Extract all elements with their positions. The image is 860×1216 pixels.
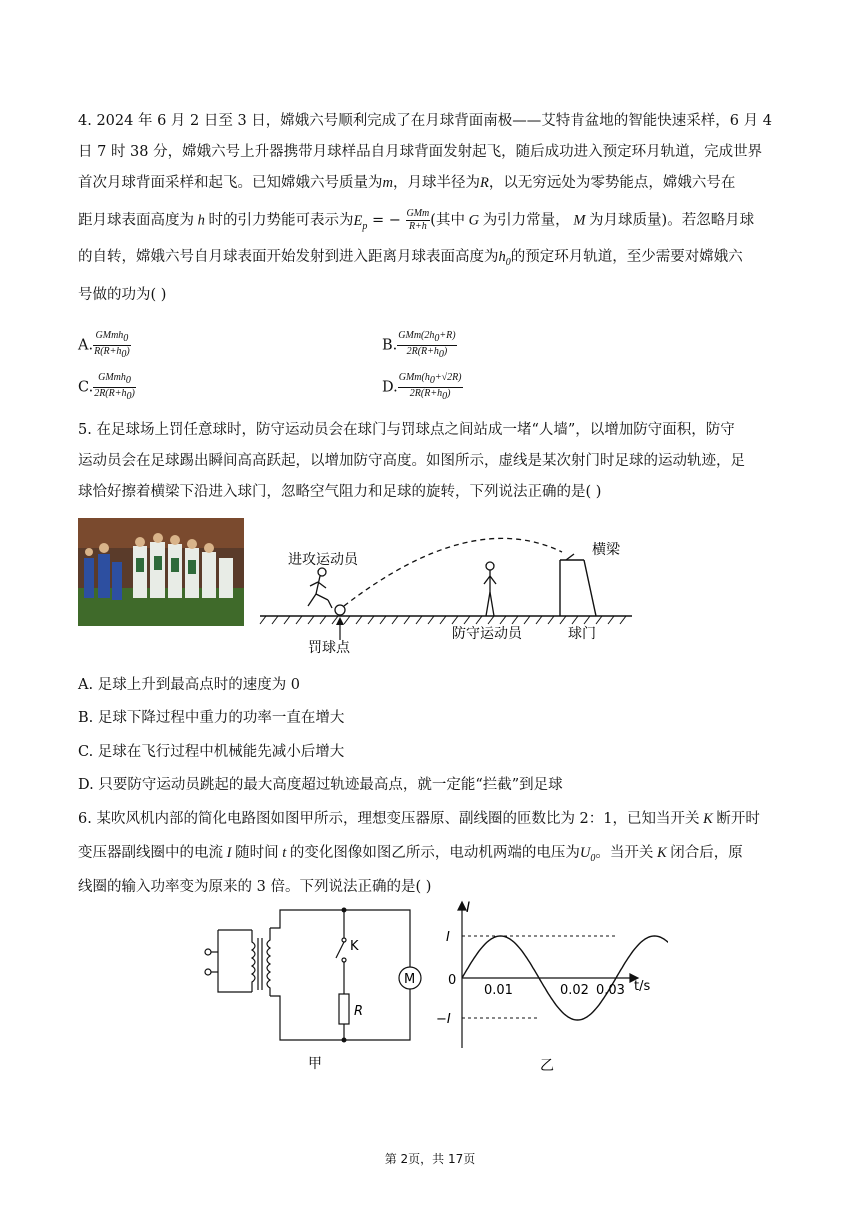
current-time-graph bbox=[428, 898, 668, 1078]
circuit-diagram bbox=[196, 900, 426, 1080]
tick-label-001: 0.01 bbox=[484, 983, 513, 998]
q5-option-d: D. 只要防守运动员跳起的最大高度超过轨迹最高点，就一定能“拦截”到足球 bbox=[78, 777, 563, 793]
caption-yi: 乙 bbox=[540, 1058, 554, 1074]
goal-frame bbox=[560, 554, 596, 616]
label-penalty-spot: 罚球点 bbox=[308, 640, 350, 656]
tick-label-002: 0.02 bbox=[560, 983, 589, 998]
q4-line-4: 距月球表面高度为 h 时的引力势能可表示为$E_p$ = − $\frac{\text{GMm}}{R+h}$ (其中 G 为引力常量， M 为月球质量)。若忽略月球 bbox=[78, 208, 755, 232]
q4-line-2: 日 7 时 38 分，嫦娥六号上升器携带月球样品自月球背面发射起飞，随后成功进入预定环月轨道，完成世界 bbox=[78, 144, 763, 160]
q4-line-6: 号做的功为( ) bbox=[78, 287, 167, 303]
q5-option-a: A. 足球上升到最高点时的速度为 0 bbox=[78, 677, 301, 693]
tick-label-i1: I bbox=[446, 930, 450, 945]
axis-label-t: t/s bbox=[634, 979, 651, 994]
q4-line-1: 4. 2024 年 6 月 2 日至 3 日，嫦娥六号顺利完成了在月球背面南极——艾特肯盆地的智能快速采样，6 月 4 bbox=[78, 113, 772, 129]
q4-option-c: C. $\frac{GMmh_0}{2R(R+h_0)}$ bbox=[78, 372, 135, 402]
label-crossbar: 横梁 bbox=[592, 542, 620, 558]
page-footer: 第 2页，共 17页 bbox=[384, 1152, 476, 1166]
q5-option-b: B. 足球下降过程中重力的功率一直在增大 bbox=[78, 710, 345, 726]
q5-line-1: 5. 在足球场上罚任意球时，防守运动员会在球门与罚球点之间站成一堵“人墙”，以增加防守面积，防守 bbox=[78, 422, 735, 438]
q4-line-5: 的自转，嫦娥六号自月球表面开始发射到进入距离月球表面高度为$h_0$的预定环月轨道，至少需要对嫦娥六 bbox=[78, 249, 743, 268]
trajectory-diagram bbox=[256, 530, 636, 660]
label-switch-k: K bbox=[350, 939, 359, 954]
q6-line-3: 线圈的输入功率变为原来的 3 倍。下列说法正确的是( ) bbox=[78, 879, 432, 895]
label-resistor-r: R bbox=[354, 1004, 364, 1019]
label-attacker: 进攻运动员 bbox=[288, 552, 358, 568]
q4-option-b: B. $\frac{GMm(2h_0+R)}{2R(R+h_0)}$ bbox=[382, 330, 456, 360]
motor-symbol: M bbox=[404, 972, 416, 987]
q4-line-3: 首次月球背面采样和起飞。已知嫦娥六号质量为m，月球半径为R，以无穷远处为零势能点，嫦娥六号在 bbox=[78, 175, 736, 191]
attacker-figure bbox=[308, 568, 332, 608]
football-wall-photo bbox=[78, 518, 244, 626]
tick-label-neg-i1: −I bbox=[436, 1012, 451, 1027]
label-defender: 防守运动员 bbox=[452, 626, 522, 642]
football bbox=[335, 605, 345, 615]
q6-line-1: 6. 某吹风机内部的简化电路图如图甲所示，理想变压器原、副线圈的匝数比为 2：1，已知当开关 K 断开时 bbox=[78, 811, 760, 827]
tick-label-zero: 0 bbox=[448, 973, 457, 988]
q5-option-c: C. 足球在飞行过程中机械能先减小后增大 bbox=[78, 744, 345, 760]
defender-figure bbox=[484, 562, 496, 616]
tick-label-003: 0.03 bbox=[596, 983, 625, 998]
q6-line-2: 变压器副线圈中的电流 I 随时间 t 的变化图像如图乙所示，电动机两端的电压为$U_0$。当开关 K 闭合后，原 bbox=[78, 845, 743, 864]
q5-line-2: 运动员会在足球踢出瞬间高高跃起，以增加防守高度。如图所示，虚线是某次射门时足球的运动轨迹，足 bbox=[78, 453, 745, 469]
caption-jia: 甲 bbox=[308, 1056, 322, 1072]
q5-line-3: 球恰好擦着横梁下沿进入球门，忽略空气阻力和足球的旋转，下列说法正确的是( ) bbox=[78, 484, 602, 500]
label-goal: 球门 bbox=[568, 626, 596, 642]
q4-option-a: A. $\frac{GMmh_0}{R(R+h_0)}$ bbox=[78, 330, 130, 360]
q4-option-d: D. $\frac{GMm(h_0+√2R)}{2R(R+h_0)}$ bbox=[382, 372, 462, 402]
axis-label-i: I bbox=[466, 900, 471, 916]
